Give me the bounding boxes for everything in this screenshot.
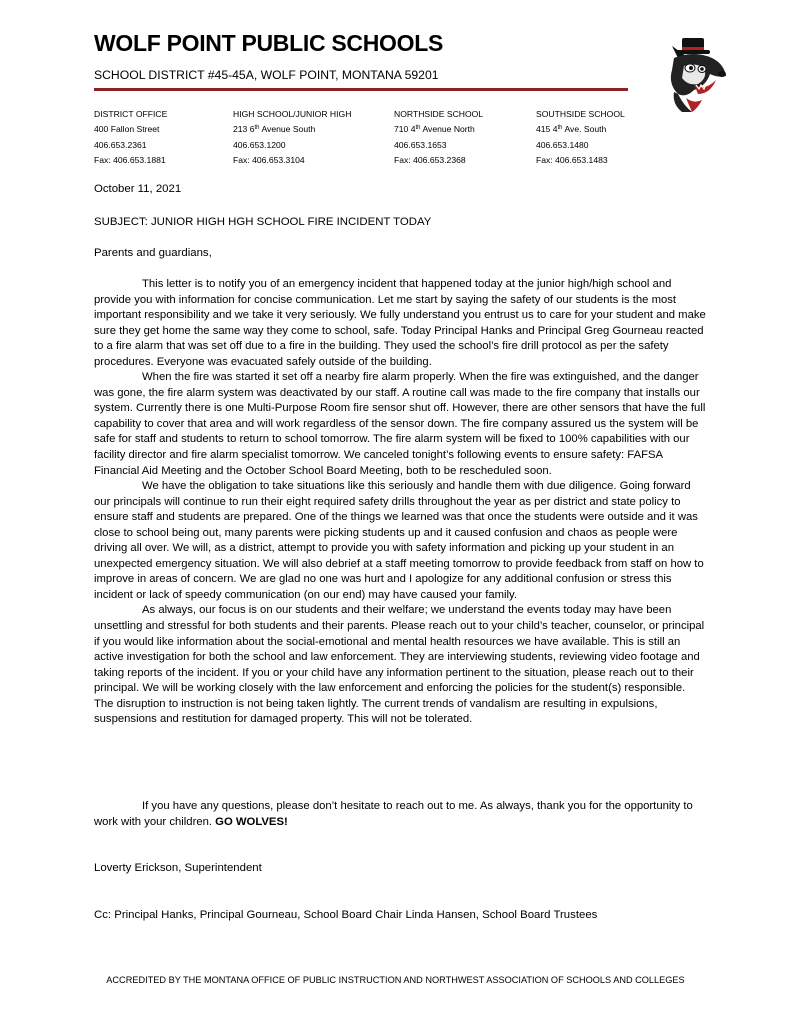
contact-name: HIGH SCHOOL/JUNIOR HIGH (233, 109, 352, 119)
contact-address: 213 6th Avenue South (233, 124, 316, 135)
contact-name: DISTRICT OFFICE (94, 109, 168, 119)
contact-fax: Fax: 406.653.2368 (394, 155, 466, 166)
letter-subject: SUBJECT: JUNIOR HIGH HGH SCHOOL FIRE INCIDENT TODAY (94, 216, 432, 228)
body-paragraph: This letter is to notify you of an emergency incident that happened today at the junior high/high school and provide you with information for concise communication. Let me start by saying the safety of our students is the most important responsibility and we take it very seriously. We fully understand you entrust us to care for your student and make sure they get home the same way they come to school, safe. Today Principal Hanks and Principal Greg Gourneau reacted to a fire alarm that was set off due to a fire in the building. They used the school’s fire drill protocol as per the safety procedures. Everyone was evacuated safely outside of the building. (94, 278, 706, 368)
contact-fax: Fax: 406.653.1881 (94, 155, 166, 166)
contact-name: NORTHSIDE SCHOOL (394, 109, 484, 119)
contact-northside-school (394, 107, 483, 169)
contact-southside-school (536, 107, 625, 169)
contact-high-school (233, 107, 351, 169)
letter-signature: Loverty Erickson, Superintendent (94, 862, 262, 874)
district-line: SCHOOL DISTRICT #45-45A, WOLF POINT, MONTANA 59201 (94, 68, 439, 82)
contact-address: 415 4th Ave. South (536, 124, 607, 135)
contact-address: 710 4th Avenue North (394, 124, 475, 135)
body-paragraph: When the fire was started it set off a nearby fire alarm properly. When the fire was extinguished, and the danger was gone, the fire alarm system was deactivated by our staff. A routine call was made to the fire company that installs our system. Currently there is one Multi-Purpose Room fire sensor shut off. However, there are other sensors that have the full capability to cover that area and will work regardless of the sensor down. The fire company assured us the system will be safe for staff and students to return to school tomorrow. The fire alarm system will be fixed to 100% capabilities with our facility director and fire alarm specialist tomorrow. We canceled tonight’s following events to ensure safety: FAFSA Financial Aid Meeting and the October School Board Meeting, both to be rescheduled soon. (94, 371, 706, 477)
letter-body (94, 277, 706, 728)
body-paragraph: We have the obligation to take situations like this seriously and handle them with due diligence. Going forward our principals will continue to run their eight required safety drills throughout the year as per district and state policy to ensure staff and students are prepared. One of the things we learned was that once the students were outside and it was close to school being out, many parents were picking students up and it caused confusion and chaos as people were driving all over. We will, as a district, attempt to provide you with safety information and picking up your student in an unexpected emergency situation. We will also debrief at a staff meeting tomorrow to provide feedback from staff on how to improve in areas of concern. We are glad no one was hurt and I apologize for any additional confusion or stress this incident or lack of speedy communication (on our end) may have caused your family. (94, 480, 704, 601)
letter-date: October 11, 2021 (94, 183, 182, 195)
letter-salutation: Parents and guardians, (94, 247, 212, 259)
body-paragraph: As always, our focus is on our students and their welfare; we understand the events today may have been unsettling and stressful for both students and their parents. Please reach out to your child’s teacher, counselor, or principal if you would like information about the social-emotional and mental health resources we have available. This is still an active investigation for both the school and law enforcement. They are interviewing students, reviewing video footage and taking reports of the incident. If you or your child have any information pertinent to the situation, please reach out to their principal. We will be working closely with the law enforcement and enforcing the policies for the student(s) responsible. The disruption to instruction is not being taken lightly. The current trends of vandalism are resulting in expulsions, suspensions and restitution for damaged property. This will not be tolerated. (94, 604, 705, 726)
accreditation-footer: ACCREDITED BY THE MONTANA OFFICE OF PUBLIC INSTRUCTION AND NORTHWEST ASSOCIATION OF SCHOOLS AND COLLEGES (106, 975, 685, 985)
closing-slogan: GO WOLVES! (215, 815, 288, 828)
contact-phone: 406.653.1653 (394, 139, 447, 150)
contact-fax: Fax: 406.653.3104 (233, 155, 305, 166)
letter-cc: Cc: Principal Hanks, Principal Gourneau, School Board Chair Linda Hansen, School Board Trustees (94, 909, 598, 921)
contact-name: SOUTHSIDE SCHOOL (536, 109, 625, 119)
closing-paragraph (94, 799, 706, 830)
header-rule (94, 88, 628, 91)
contact-address: 400 Fallon Street (94, 124, 160, 135)
contact-phone: 406.653.2361 (94, 139, 147, 150)
wolf-mascot-icon (664, 28, 732, 114)
letter-closing (94, 799, 706, 830)
closing-text: If you have any questions, please don’t hesitate to reach out to me. As always, thank you for the opportunity to work with your children. (94, 800, 693, 828)
contact-fax: Fax: 406.653.1483 (536, 155, 608, 166)
contact-phone: 406.653.1200 (233, 139, 286, 150)
page-title: WOLF POINT PUBLIC SCHOOLS (94, 30, 443, 56)
contact-district-office (94, 107, 167, 169)
contact-phone: 406.653.1480 (536, 139, 589, 150)
